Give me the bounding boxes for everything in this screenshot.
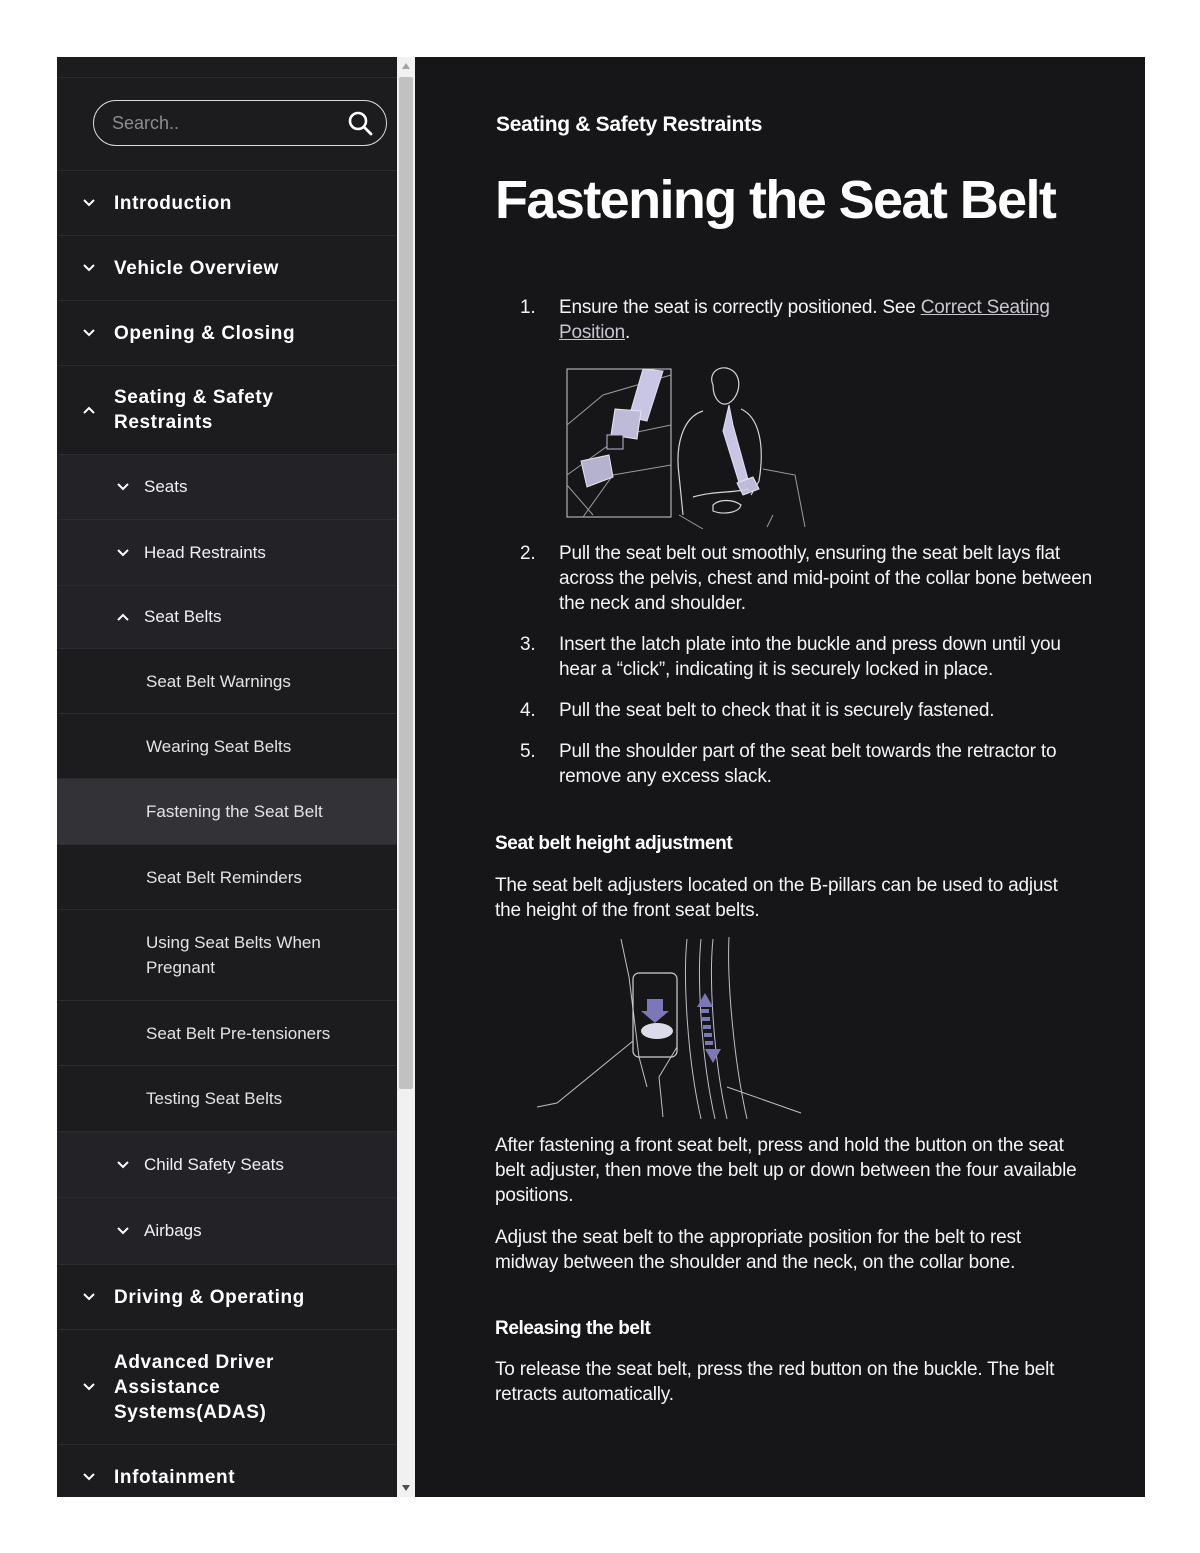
step-text: Pull the shoulder part of the seat belt towards the retractor to remove any excess slack.: [559, 741, 1057, 787]
sidebar-item-seat-belt-warnings[interactable]: [57, 649, 397, 714]
step-text: Ensure the seat is correctly positioned. See: [559, 297, 921, 318]
sidebar-item-seat-belts[interactable]: [57, 586, 397, 649]
search-icon[interactable]: [346, 109, 374, 137]
height-adjustment-heading: Seat belt height adjustment: [495, 833, 733, 854]
sidebar-item-label: Seating & Safety Restraints: [114, 387, 274, 433]
sidebar-item-label: Seat Belt Reminders: [146, 867, 302, 887]
chevron-down-icon: [116, 1158, 130, 1172]
sidebar-item-label: Airbags: [144, 1221, 202, 1240]
step-text: Insert the latch plate into the buckle and press down until you hear a “click”, indicating it is securely locked in place.: [559, 634, 1061, 680]
chevron-down-icon: [82, 1290, 96, 1304]
sidebar-item-label: Wearing Seat Belts: [146, 736, 292, 756]
sidebar-item-label: Driving & Operating: [114, 1286, 305, 1308]
step-1: [495, 295, 1095, 345]
step-text: Pull the seat belt out smoothly, ensuring the seat belt lays flat across the pelvis, chest and mid-point of the collar bone between the neck and shoulder.: [559, 543, 1093, 614]
search-box[interactable]: [93, 100, 387, 146]
step-2: [495, 541, 1095, 616]
chevron-down-icon: [116, 546, 130, 560]
chevron-down-icon: [82, 261, 96, 275]
chevron-up-icon: [116, 610, 130, 624]
sidebar-item-seating-safety[interactable]: [57, 366, 397, 455]
sidebar-item-label: Head Restraints: [144, 542, 266, 562]
sidebar-item-adas[interactable]: [57, 1330, 397, 1445]
sidebar-item-infotainment[interactable]: [57, 1445, 397, 1497]
chevron-down-icon: [82, 326, 96, 340]
main-content: [415, 57, 1145, 1497]
scrollbar-thumb[interactable]: [399, 77, 413, 1089]
sidebar-item-seat-belt-reminders[interactable]: [57, 845, 397, 910]
scroll-down-arrow-icon[interactable]: [397, 1479, 415, 1497]
releasing-text: To release the seat belt, press the red button on the buckle. The belt retracts automatically.: [495, 1359, 1055, 1405]
step-text-end: .: [625, 322, 631, 343]
correct-seating-position-link[interactable]: Correct Seating Position: [559, 297, 1050, 343]
sidebar-item-testing-seat-belts[interactable]: [57, 1066, 397, 1132]
sidebar-item-label: Testing Seat Belts: [146, 1089, 283, 1108]
sidebar-item-label: Seat Belt Pre-tensioners: [146, 1023, 331, 1043]
sidebar-item-label: Seats: [144, 477, 188, 496]
section-title: Seating & Safety Restraints: [496, 113, 763, 136]
scroll-up-arrow-icon[interactable]: [397, 57, 415, 75]
sidebar-item-opening-closing[interactable]: [57, 301, 397, 366]
search-area: [57, 78, 397, 171]
step-number: 1.: [520, 297, 536, 318]
sidebar: [57, 57, 397, 1497]
height-adjustment-paragraph-1: After fastening a front seat belt, press and hold the button on the seat belt adjuster, then move the belt up or down between the four available positions.: [495, 1135, 1077, 1206]
height-adjustment-intro: The seat belt adjusters located on the B-pillars can be used to adjust the height of the front seat belts.: [495, 875, 1058, 921]
sidebar-item-airbags[interactable]: [57, 1198, 397, 1265]
sidebar-item-label: Fastening the Seat Belt: [146, 802, 323, 821]
step-number: 3.: [520, 634, 536, 655]
chevron-down-icon: [82, 1470, 96, 1484]
sidebar-item-pre-tensioners[interactable]: [57, 1001, 397, 1066]
sidebar-item-label: Vehicle Overview: [114, 257, 279, 279]
releasing-heading: Releasing the belt: [495, 1318, 651, 1339]
step-3: [495, 632, 1095, 682]
search-input[interactable]: [94, 112, 346, 135]
sidebar-item-introduction[interactable]: [57, 171, 397, 236]
step-5: [495, 739, 1095, 789]
sidebar-item-label: Seat Belts: [144, 607, 222, 626]
app-window: [57, 57, 1145, 1497]
sidebar-item-label: Infotainment: [114, 1466, 236, 1488]
sidebar-item-seat-belts-pregnant[interactable]: [57, 910, 397, 1001]
chevron-down-icon: [82, 1380, 96, 1394]
sidebar-item-wearing-seat-belts[interactable]: [57, 714, 397, 779]
sidebar-item-label: Child Safety Seats: [144, 1154, 284, 1174]
sidebar-item-label: Seat Belt Warnings: [146, 671, 291, 691]
step-number: 2.: [520, 543, 536, 564]
sidebar-item-head-restraints[interactable]: [57, 520, 397, 586]
seat-belt-buckle-illustration: [563, 365, 809, 529]
chevron-down-icon: [82, 196, 96, 210]
chevron-down-icon: [116, 480, 130, 494]
sidebar-item-label: Using Seat Belts When Pregnant: [146, 933, 321, 977]
sidebar-top-divider: [57, 57, 397, 78]
chevron-down-icon: [116, 1224, 130, 1238]
step-4: [495, 698, 1095, 723]
step-text: Pull the seat belt to check that it is securely fastened.: [559, 700, 995, 721]
sidebar-item-child-safety-seats[interactable]: [57, 1132, 397, 1198]
sidebar-scrollbar[interactable]: [397, 57, 415, 1497]
sidebar-item-label: Opening & Closing: [114, 322, 296, 344]
step-number: 4.: [520, 700, 536, 721]
sidebar-item-driving-operating[interactable]: [57, 1265, 397, 1330]
sidebar-item-fastening-seat-belt[interactable]: [57, 779, 397, 845]
step-number: 5.: [520, 741, 536, 762]
seat-belt-adjuster-illustration: [537, 937, 807, 1119]
sidebar-item-label: Introduction: [114, 192, 233, 214]
sidebar-item-vehicle-overview[interactable]: [57, 236, 397, 301]
page-title: Fastening the Seat Belt: [495, 170, 1056, 230]
chevron-up-icon: [82, 403, 96, 417]
sidebar-item-seats[interactable]: [57, 455, 397, 520]
height-adjustment-paragraph-2: Adjust the seat belt to the appropriate position for the belt to rest midway between the shoulder and the neck, on the collar bone.: [495, 1227, 1021, 1273]
sidebar-item-label: Advanced Driver Assistance Systems(ADAS): [114, 1351, 275, 1423]
